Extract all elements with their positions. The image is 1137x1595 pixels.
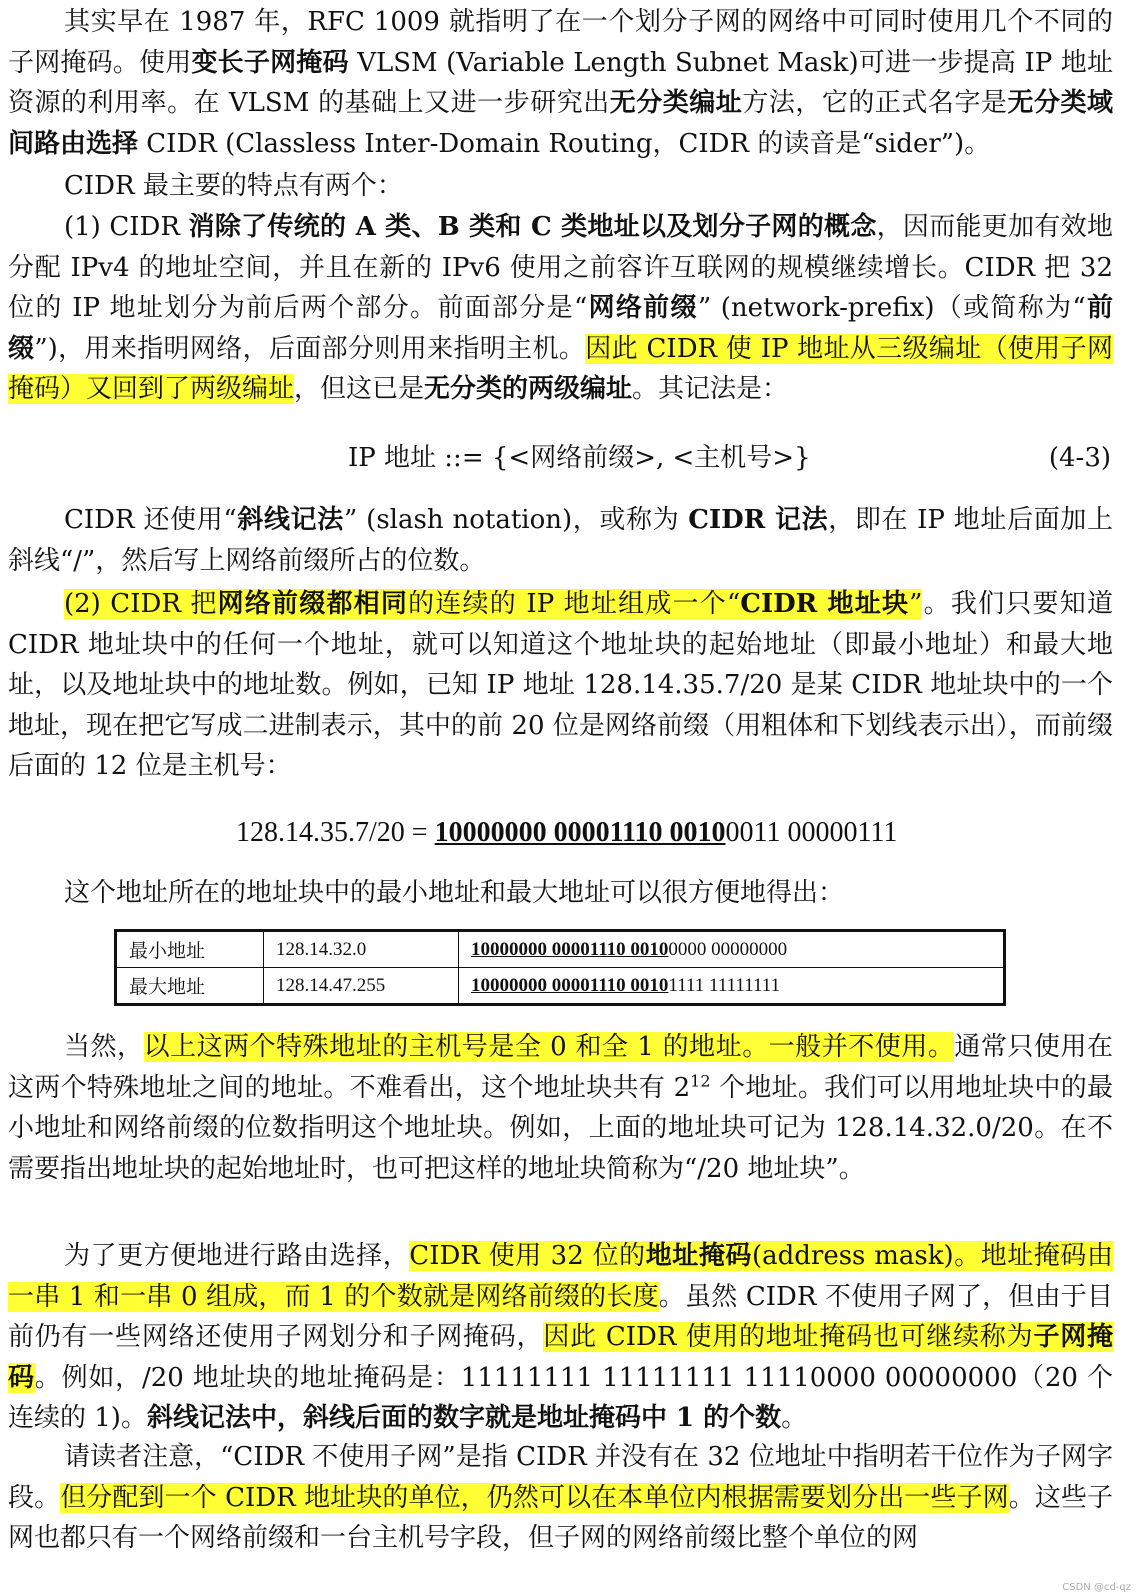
text: CIDR 使用 32 位的 [409,1241,646,1271]
dotted-address: 128.14.47.255 [264,968,459,1005]
binary-prefix: 10000000 00001110 0010 [434,817,726,848]
text: ” [909,589,923,619]
table-row [116,931,1005,968]
highlighted-text: 因此 CIDR 使 IP 地址从三级编址（使用子网掩码）又回到了两级编址 [8,333,1113,405]
term-network-prefix: 网络前缀 [587,293,698,324]
binary-host: 1111 11111111 [668,974,781,996]
formula-number: (4-3) [1048,443,1111,473]
binary-representation [236,813,897,853]
text: 。 [781,1403,808,1434]
text: ”)，用来指明网络，后面部分则用来指明主机。 [34,333,586,364]
text: 。其记法是： [632,374,789,405]
text: 。这些子网也都只有一个网络前缀和一台主机号字段，但子网的网络前缀比整个单位的网 [8,1482,1113,1554]
binary-host: 0011 00000111 [725,817,898,848]
row-label: 最小地址 [116,931,264,968]
text: 当然， [64,1032,144,1062]
text: ” (slash notation)，或称为 [343,505,689,535]
text: (address mask)。地址掩码由一串 1 和一串 0 组成，而 1 的个数就是网络前缀的长度 [8,1241,1113,1312]
binary-address [459,968,1005,1005]
address-lhs: 128.14.35.7/20 = [236,817,435,848]
term-cidr-block: CIDR 地址块 [740,589,910,619]
text: ，但这已是 [294,374,425,405]
text: 通常只使用在这两个特殊地址之间的地址。不难看出，这个地址块共有 2 [8,1032,1113,1103]
text: 。我们只要知道 CIDR 地址块中的任何一个地址，就可以知道这个地址块的起始地址（即最小地址）和最大地址，以及地址块中的地址数。例如，已知 IP 地址 128.14.35.7/20 是某 CIDR 地址块中的一个地址，现在把它写成二进制表示，其中的前 20 位是网络前缀（用粗体和下划线表示出），而前缀后面的 12 位是主机号： [8,589,1113,782]
term-subnet-mask: 子网掩码 [8,1322,1113,1393]
text: ，即在 IP 地址后面加上斜线“/”，然后写上网络前缀所占的位数。 [8,505,1114,576]
text: ，因而能更加有效地分配 IPv4 的地址空间，并且在新的 IPv6 使用之前容许互联网的规模继续增长。CIDR 把 32 位的 IP 地址划分为前后两个部分。前面部分是“ [8,212,1113,324]
highlighted-text: 但分配到一个 CIDR 地址块的单位，仍然可以在本单位内根据需要划分出一些子网 [60,1482,1009,1513]
text: 请读者注意，“CIDR 不使用子网”是指 CIDR 并没有在 32 位地址中指明若干位作为子网字段。 [8,1442,1113,1513]
binary-host: 0000 00000000 [668,938,788,960]
text: 方法，它的正式名字是 [742,88,1008,119]
dotted-address: 128.14.32.0 [264,931,459,968]
term-vlsm: 变长子网掩码 [191,47,349,78]
binary-prefix: 10000000 00001110 0010 [471,938,669,960]
address-table [114,929,1006,1006]
paragraph-subnet-note [8,1437,1113,1559]
term-prefix: 前缀 [8,293,1113,364]
paragraph-table-intro: 这个地址所在的地址块中的最小地址和最大地址可以很方便地得出： [64,878,845,908]
bold-text: 无分类的两级编址 [424,374,633,405]
binary-prefix: 10000000 00001110 0010 [471,974,669,996]
paragraph-feature-2 [8,584,1113,787]
paragraph-features-intro: CIDR 最主要的特点有两个： [64,171,403,201]
highlighted-text: 以上这两个特殊地址的主机号是全 0 和全 1 的地址。一般并不使用。 [143,1032,955,1062]
bold-text: 网络前缀都相同 [217,589,409,619]
paragraph-slash-notation [8,500,1113,581]
text: CIDR (Classless Inter-Domain Routing，CIDR 的读音是“sider”)。 [138,128,991,159]
formula-4-3 [0,438,1137,478]
term-classless: 无分类编址 [609,88,743,119]
text: VLSM (Variable Length Subnet Mask)可进一步提高 IP 地址资源的利用率。在 VLSM 的基础上又进一步研究出 [8,47,1113,119]
text: (1) CIDR [64,212,189,242]
highlighted-text [64,589,922,619]
term-address-mask: 地址掩码 [645,1241,752,1271]
binary-address [459,931,1005,968]
watermark: CSDN @cd-qz [1062,1582,1131,1593]
text: (2) CIDR 把 [64,589,218,619]
bold-text: 斜线记法中，斜线后面的数字就是地址掩码中 1 的个数 [146,1403,782,1434]
row-label: 最大地址 [116,968,264,1005]
text: 的连续的 IP 地址组成一个“ [408,589,741,619]
term-cidr-notation: CIDR 记法 [688,505,829,535]
text: 因此 CIDR 使用的地址掩码也可继续称为 [543,1322,1034,1353]
bold-text: 消除了传统的 A 类、B 类和 C 类地址以及划分子网的概念 [188,212,877,242]
text: ” (network-prefix)（或简称为“ [697,293,1086,324]
paragraph-feature-1 [8,207,1113,410]
paragraph-special-addresses [8,1027,1113,1189]
superscript: 12 [690,1070,711,1090]
paragraph-vlsm [8,2,1113,164]
formula-expression: IP 地址 ::= {<网络前缀>, <主机号>} [348,443,811,473]
paragraph-address-mask [8,1236,1113,1439]
text: 个地址。我们可以用地址块中的最小地址和网络前缀的位数指明这个地址块。例如，上面的地址块可记为 128.14.32.0/20。在不需要指出地址块的起始地址时，也可把这样的地址块简称为“/20 地址块”。 [8,1072,1113,1184]
text: 。例如，/20 地址块的地址掩码是：11111111 11111111 11110000 00000000（20 个连续的 1)。 [8,1362,1113,1434]
text: 其实早在 1987 年，RFC 1009 就指明了在一个划分子网的网络中可同时使用几个不同的子网掩码。使用 [8,7,1113,78]
table-row [116,968,1005,1005]
term-slash-notation: 斜线记法 [236,505,344,535]
text: 。虽然 CIDR 不使用子网了，但由于目前仍有一些网络还使用子网划分和子网掩码， [8,1281,1113,1353]
term-cidr: 无分类域间路由选择 [8,88,1113,159]
text: CIDR 还使用“ [64,505,237,535]
text: 为了更方便地进行路由选择， [64,1241,410,1271]
